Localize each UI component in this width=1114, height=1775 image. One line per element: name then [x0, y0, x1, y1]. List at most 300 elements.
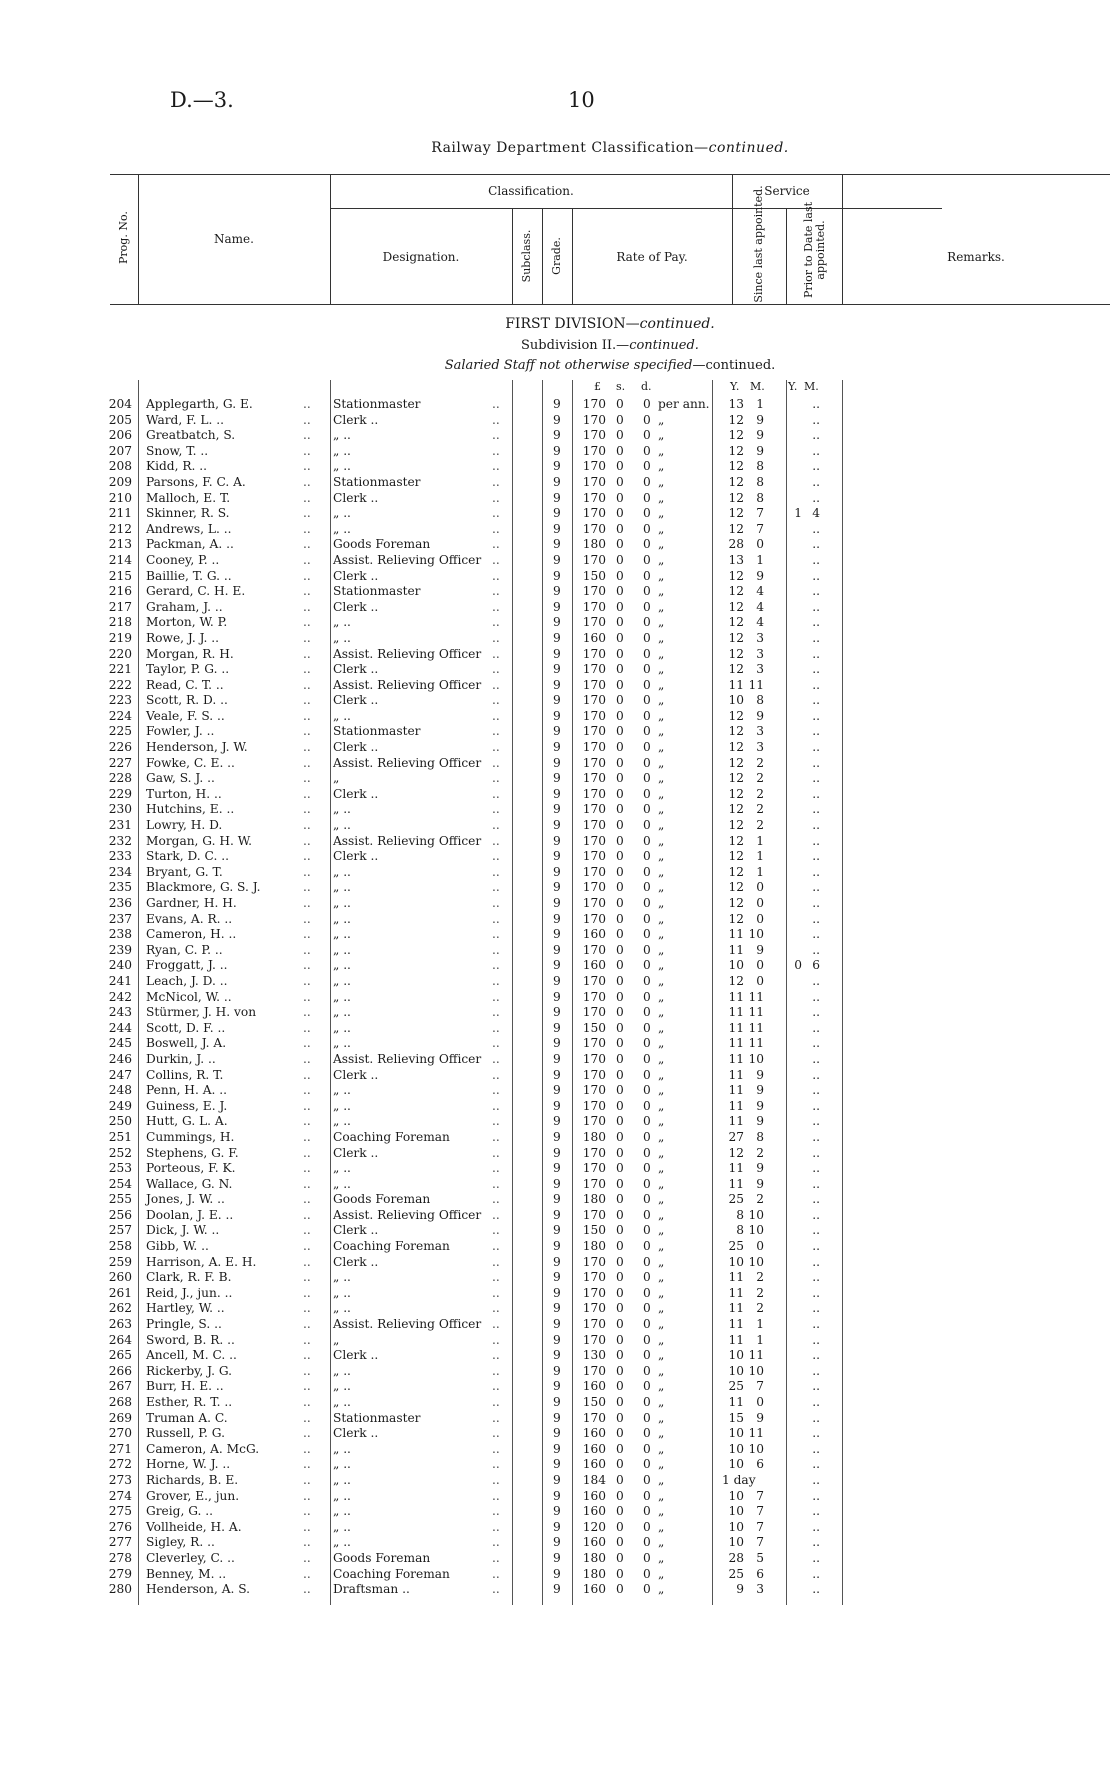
prior-months-cell: ..: [812, 1129, 820, 1144]
pay-pounds-cell: 170: [582, 973, 606, 988]
table-row: [0, 912, 1114, 928]
pay-shillings-cell: 0: [616, 646, 624, 661]
name-cell: Penn, H. A. ..: [146, 1083, 227, 1098]
table-row: [0, 1114, 1114, 1130]
name-cell: Gibb, W. ..: [146, 1239, 209, 1254]
leader-dots: ..: [303, 942, 311, 957]
prior-months-cell: ..: [812, 630, 820, 645]
name-cell: Packman, A. ..: [146, 537, 234, 552]
name-cell: Hutt, G. L. A.: [146, 1114, 228, 1129]
unit-years: Y.: [730, 380, 740, 393]
prog-no-cell: 255: [108, 1192, 132, 1207]
prog-no-cell: 260: [108, 1270, 132, 1285]
pay-shillings-cell: 0: [616, 677, 624, 692]
pay-shillings-cell: 0: [616, 552, 624, 567]
service-years-cell: 12: [728, 412, 744, 427]
subclass-header: Subclass.: [520, 229, 533, 283]
pay-period-cell: „: [658, 880, 665, 895]
pay-period-cell: „: [658, 537, 665, 552]
service-months-cell: 9: [756, 942, 764, 957]
pay-shillings-cell: 0: [616, 521, 624, 536]
pay-period-cell: „: [658, 1395, 665, 1409]
service-years-cell: 13: [728, 552, 744, 567]
service-years-cell: 10: [728, 1535, 744, 1550]
pay-pence-cell: 0: [643, 911, 651, 926]
name-cell: Russell, P. G.: [146, 1426, 225, 1441]
pay-shillings-cell: 0: [616, 942, 624, 957]
table-row: [0, 927, 1114, 943]
leader-dots: ..: [303, 849, 311, 864]
pay-pounds-cell: 170: [582, 1114, 606, 1129]
prog-no-cell: 209: [108, 474, 132, 489]
prog-no-cell: 213: [108, 537, 132, 552]
designation-cell: Assist. Relieving Officer: [333, 1317, 482, 1332]
prior-months-cell: ..: [812, 615, 820, 630]
pay-shillings-cell: 0: [616, 506, 624, 521]
grade-cell: 9: [553, 1083, 561, 1098]
pay-period-cell: „: [658, 1457, 665, 1472]
subclass-cell: ..: [492, 1020, 500, 1035]
pay-pence-cell: 0: [643, 1192, 651, 1207]
subclass-cell: ..: [492, 1379, 500, 1394]
prior-months-cell: ..: [812, 1145, 820, 1160]
grade-cell: 9: [553, 1129, 561, 1144]
service-months-cell: 9: [756, 568, 764, 583]
prior-months-cell: ..: [812, 818, 820, 833]
grade-cell: 9: [553, 1285, 561, 1300]
service-months-cell: 2: [756, 802, 764, 817]
table-row: [0, 1426, 1114, 1442]
name-cell: Horne, W. J. ..: [146, 1457, 231, 1472]
service-years-cell: 12: [728, 646, 744, 661]
pay-period-cell: „: [658, 1550, 665, 1565]
service-months-cell: 10: [748, 1051, 764, 1066]
leader-dots: ..: [303, 755, 311, 770]
unit-pence: d.: [641, 380, 652, 393]
service-months-cell: 1: [756, 552, 764, 567]
service-years-cell: 13: [728, 397, 744, 411]
pay-shillings-cell: 0: [616, 989, 624, 1004]
leader-dots: ..: [303, 1207, 311, 1222]
leader-dots: ..: [303, 724, 311, 739]
service-years-cell: 12: [728, 506, 744, 521]
pay-shillings-cell: 0: [616, 1207, 624, 1222]
pay-pounds-cell: 170: [582, 1285, 606, 1300]
designation-cell: „ ..: [333, 973, 351, 988]
pay-pounds-cell: 170: [582, 724, 606, 739]
subclass-cell: ..: [492, 568, 500, 583]
pay-shillings-cell: 0: [616, 973, 624, 988]
grade-cell: 9: [553, 1441, 561, 1456]
prog-no-cell: 248: [108, 1083, 132, 1098]
pay-pence-cell: 0: [643, 521, 651, 536]
subclass-cell: ..: [492, 1176, 500, 1191]
pay-period-cell: „: [658, 568, 665, 583]
pay-period-cell: „: [658, 708, 665, 723]
service-months-cell: 0: [756, 958, 764, 973]
pay-shillings-cell: 0: [616, 1083, 624, 1098]
name-cell: Harrison, A. E. H.: [146, 1254, 257, 1269]
pay-pounds-cell: 170: [582, 506, 606, 521]
designation-cell: Draftsman ..: [333, 1582, 410, 1597]
subclass-cell: ..: [492, 1519, 500, 1534]
pay-pence-cell: 0: [643, 1457, 651, 1472]
leader-dots: ..: [303, 864, 311, 879]
prog-no-cell: 204: [108, 397, 132, 411]
pay-pence-cell: 0: [643, 708, 651, 723]
service-years-cell: 12: [728, 490, 744, 505]
pay-pence-cell: 0: [643, 849, 651, 864]
prog-no-cell: 234: [108, 864, 132, 879]
prior-years-cell: 0: [794, 958, 802, 973]
pay-shillings-cell: 0: [616, 1566, 624, 1581]
pay-shillings-cell: 0: [616, 1239, 624, 1254]
pay-shillings-cell: 0: [616, 490, 624, 505]
designation-cell: „ ..: [333, 459, 351, 474]
pay-pounds-cell: 170: [582, 880, 606, 895]
service-months-cell: 2: [756, 1192, 764, 1207]
designation-cell: Assist. Relieving Officer: [333, 1207, 482, 1222]
subclass-cell: ..: [492, 833, 500, 848]
designation-cell: Stationmaster: [333, 724, 421, 739]
pay-shillings-cell: 0: [616, 740, 624, 755]
service-months-cell: 7: [756, 1535, 764, 1550]
table-row: [0, 1146, 1114, 1162]
service-months-cell: 2: [756, 1285, 764, 1300]
grade-cell: 9: [553, 646, 561, 661]
table-row: [0, 1223, 1114, 1239]
leader-dots: ..: [303, 927, 311, 942]
pay-pence-cell: 0: [643, 786, 651, 801]
prior-months-cell: ..: [812, 1426, 820, 1441]
service-years-cell: 12: [728, 708, 744, 723]
service-months-cell: 4: [756, 599, 764, 614]
service-years-cell: 8: [736, 1223, 744, 1238]
prog-no-cell: 254: [108, 1176, 132, 1191]
designation-cell: Clerk ..: [333, 1254, 379, 1269]
designation-cell: „ ..: [333, 615, 351, 630]
pay-period-cell: „: [658, 443, 665, 458]
grade-cell: 9: [553, 1457, 561, 1472]
prior-months-cell: ..: [812, 1285, 820, 1300]
grade-cell: 9: [553, 693, 561, 708]
grade-cell: 9: [553, 1192, 561, 1207]
name-cell: Guiness, E. J.: [146, 1098, 228, 1113]
subclass-cell: ..: [492, 864, 500, 879]
grade-cell: 9: [553, 1395, 561, 1409]
prog-no-cell: 279: [108, 1566, 132, 1581]
service-months-cell: 2: [756, 818, 764, 833]
name-cell: Hartley, W. ..: [146, 1301, 225, 1316]
table-row: [0, 740, 1114, 756]
prog-no-cell: 251: [108, 1129, 132, 1144]
prior-months-cell: ..: [812, 1051, 820, 1066]
service-months-cell: 11: [748, 1036, 764, 1051]
service-months-cell: 7: [756, 521, 764, 536]
table-row: [0, 1286, 1114, 1302]
prior-months-cell: ..: [812, 849, 820, 864]
prog-no-cell: 229: [108, 786, 132, 801]
name-cell: Lowry, H. D.: [146, 818, 223, 833]
prog-no-cell: 256: [108, 1207, 132, 1222]
grade-cell: 9: [553, 521, 561, 536]
pay-shillings-cell: 0: [616, 1582, 624, 1597]
leader-dots: ..: [303, 474, 311, 489]
unit-pound: £: [594, 380, 601, 393]
service-years-cell: 10: [728, 958, 744, 973]
pay-shillings-cell: 0: [616, 1020, 624, 1035]
prog-no-cell: 264: [108, 1332, 132, 1347]
rate-of-pay-header: Rate of Pay.: [616, 250, 688, 264]
division-heading-text: FIRST DIVISION—: [505, 316, 640, 332]
name-cell: Henderson, A. S.: [146, 1582, 251, 1597]
table-row: [0, 444, 1114, 460]
service-years-cell: 11: [728, 989, 744, 1004]
name-cell: Collins, R. T.: [146, 1067, 224, 1082]
pay-period-cell: „: [658, 1535, 665, 1550]
prog-no-cell: 232: [108, 833, 132, 848]
table-row: [0, 896, 1114, 912]
pay-pence-cell: 0: [643, 584, 651, 599]
table-row: [0, 1411, 1114, 1427]
table-row: [0, 865, 1114, 881]
designation-cell: Goods Foreman: [333, 1550, 431, 1565]
grade-cell: 9: [553, 1161, 561, 1176]
pay-period-cell: „: [658, 428, 665, 443]
subclass-cell: ..: [492, 1083, 500, 1098]
grade-cell: 9: [553, 584, 561, 599]
prior-months-cell: ..: [812, 1379, 820, 1394]
grade-cell: 9: [553, 1036, 561, 1051]
grade-cell: 9: [553, 1098, 561, 1113]
leader-dots: ..: [303, 1504, 311, 1519]
name-cell: Benney, M. ..: [146, 1566, 227, 1581]
prog-no-cell: 249: [108, 1098, 132, 1113]
service-years-cell: 12: [728, 802, 744, 817]
table-row: [0, 1333, 1114, 1349]
grade-cell: 9: [553, 1582, 561, 1597]
pay-period-cell: „: [658, 1161, 665, 1176]
table-row: [0, 849, 1114, 865]
grade-cell: 9: [553, 724, 561, 739]
service-months-cell: 4: [756, 584, 764, 599]
pay-pounds-cell: 170: [582, 818, 606, 833]
pay-period-cell: „: [658, 973, 665, 988]
prior-months-cell: ..: [812, 412, 820, 427]
designation-cell: Coaching Foreman: [333, 1239, 450, 1254]
service-months-cell: 4: [756, 615, 764, 630]
service-months-cell: 8: [756, 1129, 764, 1144]
table-row: [0, 1457, 1114, 1473]
name-cell: Graham, J. ..: [146, 599, 223, 614]
leader-dots: ..: [303, 1239, 311, 1254]
pay-period-cell: „: [658, 849, 665, 864]
pay-pence-cell: 0: [643, 1332, 651, 1347]
subclass-cell: ..: [492, 1239, 500, 1254]
grade-cell: 9: [553, 630, 561, 645]
prog-no-cell: 246: [108, 1051, 132, 1066]
service-months-cell: 9: [756, 1098, 764, 1113]
name-cell: Parsons, F. C. A.: [146, 474, 246, 489]
leader-dots: ..: [303, 1145, 311, 1160]
leader-dots: ..: [303, 1441, 311, 1456]
name-cell: Pringle, S. ..: [146, 1317, 222, 1332]
leader-dots: ..: [303, 615, 311, 630]
table-row: [0, 756, 1114, 772]
prior-months-cell: ..: [812, 1535, 820, 1550]
pay-shillings-cell: 0: [616, 1301, 624, 1316]
pay-pence-cell: 0: [643, 568, 651, 583]
pay-pence-cell: 0: [643, 1488, 651, 1503]
designation-cell: Clerk ..: [333, 849, 379, 864]
prog-no-cell: 252: [108, 1145, 132, 1160]
designation-cell: „ ..: [333, 1363, 351, 1378]
pay-period-cell: „: [658, 1504, 665, 1519]
name-cell: Stürmer, J. H. von: [146, 1005, 257, 1020]
subclass-cell: ..: [492, 1005, 500, 1020]
grade-cell: 9: [553, 1005, 561, 1020]
service-years-cell: 11: [728, 1161, 744, 1176]
subclass-cell: ..: [492, 693, 500, 708]
pay-pounds-cell: 170: [582, 1207, 606, 1222]
pay-pence-cell: 0: [643, 599, 651, 614]
prior-months-cell: ..: [812, 1395, 820, 1409]
prior-months-cell: ..: [812, 1098, 820, 1113]
prior-to-date-header: Prior to Date last appointed.: [802, 201, 827, 299]
pay-pence-cell: 0: [643, 630, 651, 645]
service-years-cell: 27: [728, 1129, 744, 1144]
prior-months-cell: ..: [812, 1566, 820, 1581]
service-years-cell: 12: [728, 896, 744, 910]
service-years-cell: 12: [728, 1145, 744, 1160]
prog-no-cell: 244: [108, 1020, 132, 1035]
pay-shillings-cell: 0: [616, 818, 624, 833]
pay-period-cell: „: [658, 1051, 665, 1066]
prior-months-cell: ..: [812, 880, 820, 895]
service-months-cell: 7: [756, 1379, 764, 1394]
staff-heading: [330, 358, 890, 373]
pay-pounds-cell: 170: [582, 802, 606, 817]
division-heading-continued: continued.: [639, 316, 715, 332]
service-years-cell: 11: [728, 1176, 744, 1191]
pay-shillings-cell: 0: [616, 1161, 624, 1176]
service-years-cell: 10: [728, 1457, 744, 1472]
prior-months-cell: ..: [812, 1550, 820, 1565]
name-cell: Scott, D. F. ..: [146, 1020, 226, 1035]
pay-pounds-cell: 170: [582, 740, 606, 755]
prior-months-cell: ..: [812, 740, 820, 755]
pay-pence-cell: 0: [643, 1176, 651, 1191]
service-months-cell: 0: [756, 1395, 764, 1409]
pay-shillings-cell: 0: [616, 786, 624, 801]
pay-shillings-cell: 0: [616, 1332, 624, 1347]
service-years-cell: 12: [728, 755, 744, 770]
subclass-cell: ..: [492, 1145, 500, 1160]
leader-dots: ..: [303, 880, 311, 895]
designation-cell: Clerk ..: [333, 568, 379, 583]
pay-period-cell: „: [658, 1410, 665, 1425]
prog-no-cell: 207: [108, 443, 132, 458]
table-row: [0, 631, 1114, 647]
grade-cell: 9: [553, 1550, 561, 1565]
subclass-cell: ..: [492, 1472, 500, 1487]
service-months-cell: 1: [756, 849, 764, 864]
grade-cell: 9: [553, 1254, 561, 1269]
name-cell: Bryant, G. T.: [146, 864, 223, 879]
table-row: [0, 1052, 1114, 1068]
leader-dots: ..: [303, 1301, 311, 1316]
pay-pence-cell: 0: [643, 693, 651, 708]
table-row: [0, 475, 1114, 491]
service-years-cell: 12: [728, 584, 744, 599]
grade-cell: 9: [553, 1223, 561, 1238]
subclass-cell: ..: [492, 1051, 500, 1066]
pay-period-cell: „: [658, 1270, 665, 1285]
prior-months-cell: ..: [812, 1020, 820, 1035]
pay-pounds-cell: 160: [582, 1441, 606, 1456]
service-years-cell: 11: [728, 1083, 744, 1098]
pay-pounds-cell: 170: [582, 1176, 606, 1191]
prog-no-cell: 273: [108, 1472, 132, 1487]
designation-cell: „ ..: [333, 1457, 351, 1472]
pay-pence-cell: 0: [643, 1348, 651, 1363]
pay-period-cell: „: [658, 490, 665, 505]
pay-shillings-cell: 0: [616, 771, 624, 786]
designation-cell: „ ..: [333, 1535, 351, 1550]
pay-period-cell: „: [658, 1192, 665, 1207]
pay-pounds-cell: 170: [582, 942, 606, 957]
pay-period-cell: „: [658, 584, 665, 599]
designation-cell: „ ..: [333, 989, 351, 1004]
subclass-cell: ..: [492, 724, 500, 739]
prog-no-cell: 227: [108, 755, 132, 770]
table-row: [0, 1582, 1114, 1598]
pay-shillings-cell: 0: [616, 662, 624, 677]
designation-cell: „ ..: [333, 1441, 351, 1456]
service-months-cell: 10: [748, 1441, 764, 1456]
pay-pounds-cell: 170: [582, 1332, 606, 1347]
pay-pounds-cell: 160: [582, 1426, 606, 1441]
subclass-cell: ..: [492, 1270, 500, 1285]
service-years-cell: 8: [736, 1207, 744, 1222]
pay-shillings-cell: 0: [616, 412, 624, 427]
pay-pounds-cell: 170: [582, 771, 606, 786]
table-row: [0, 990, 1114, 1006]
pay-pounds-cell: 170: [582, 646, 606, 661]
pay-period-cell: „: [658, 599, 665, 614]
name-cell: Malloch, E. T.: [146, 490, 231, 505]
service-years-cell: 12: [728, 474, 744, 489]
prior-months-cell: ..: [812, 1161, 820, 1176]
service-years-cell: 12: [728, 521, 744, 536]
service-months-cell: 7: [756, 506, 764, 521]
prog-no-cell: 228: [108, 771, 132, 786]
prog-no-cell: 236: [108, 896, 132, 910]
pay-pounds-cell: 180: [582, 1192, 606, 1207]
prog-no-cell: 258: [108, 1239, 132, 1254]
grade-cell: 9: [553, 942, 561, 957]
designation-cell: „ ..: [333, 1301, 351, 1316]
service-years-cell: 25: [728, 1379, 744, 1394]
prog-no-cell: 238: [108, 927, 132, 942]
subclass-cell: ..: [492, 615, 500, 630]
leader-dots: ..: [303, 584, 311, 599]
service-months-cell: 8: [756, 459, 764, 474]
pay-pounds-cell: 150: [582, 1223, 606, 1238]
table-row: [0, 709, 1114, 725]
subclass-cell: ..: [492, 1504, 500, 1519]
service-months-cell: 3: [756, 646, 764, 661]
